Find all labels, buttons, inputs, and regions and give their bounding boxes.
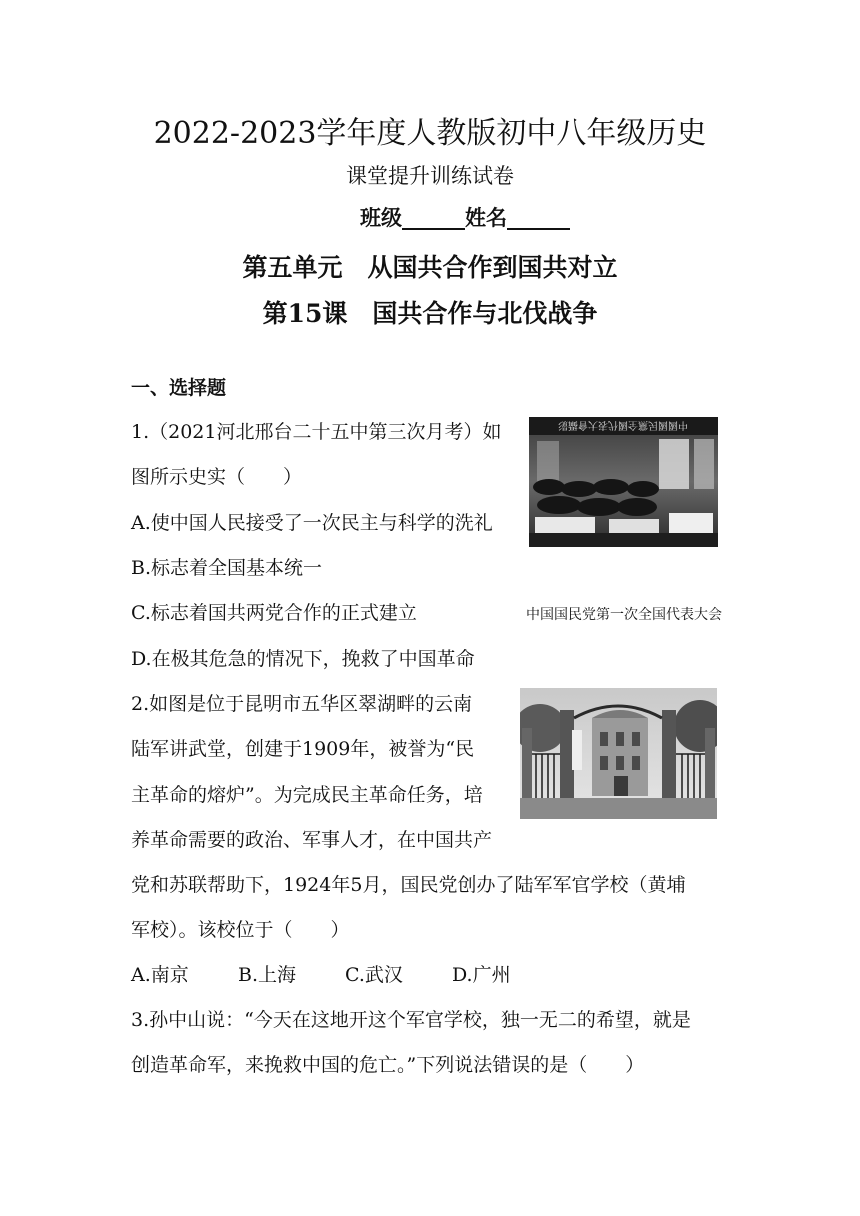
q2-option-c: C.武汉 [345,964,403,986]
q2-stem-line5: 党和苏联帮助下，1924年5月，国民党创办了陆军军官学校（黄埔 [131,874,686,896]
photo-caption: 中国国民党第一次全国代表大会 [526,607,722,623]
document-title: 2022-2023学年度人教版初中八年级历史 [153,116,707,151]
photo-banner-text: 中國國民黨全國代表大會攝影 [558,419,688,430]
document-subtitle: 课堂提升训练试卷 [346,164,514,188]
q1-option-c: C.标志着国共两党合作的正式建立 [131,602,417,624]
q2-stem-line3: 主革命的熔炉”。为完成民主革命任务，培 [131,784,483,806]
q2-stem-line6: 军校）。该校位于（ ） [131,919,350,941]
q2-stem-line2: 陆军讲武堂，创建于1909年，被誉为“民 [131,738,475,760]
unit-heading: 第五单元 从国共合作到国共对立 [242,253,618,282]
q3-stem-line2: 创造革命军，来挽救中国的危亡。”下列说法错误的是（ ） [131,1054,645,1076]
kmt-congress-photo [529,417,718,547]
q1-option-b: B.标志着全国基本统一 [131,557,323,579]
q2-stem-line1: 2.如图是位于昆明市五华区翠湖畔的云南 [131,693,473,715]
q1-option-a: A.使中国人民接受了一次民主与科学的洗礼 [131,512,493,534]
yunnan-military-academy-photo [520,688,717,819]
q2-option-b: B.上海 [238,964,297,986]
q1-option-d: D.在极其危急的情况下，挽救了中国革命 [131,648,475,670]
section-title: 一、选择题 [131,377,227,399]
q2-option-d: D.广州 [452,964,511,986]
q2-option-a: A.南京 [131,964,189,986]
q1-stem-line1: 1.（2021河北邢台二十五中第三次月考）如 [131,421,502,443]
q3-stem-line1: 3.孙中山说：“今天在这地开这个军官学校，独一无二的希望，就是 [131,1009,691,1031]
lesson-heading: 第15课 国共合作与北伐战争 [262,299,598,328]
class-name-line: 班级______姓名______ [360,205,570,230]
q2-stem-line4: 养革命需要的政治、军事人才，在中国共产 [131,829,493,851]
q1-stem-line2: 图所示史实（ ） [131,466,303,488]
